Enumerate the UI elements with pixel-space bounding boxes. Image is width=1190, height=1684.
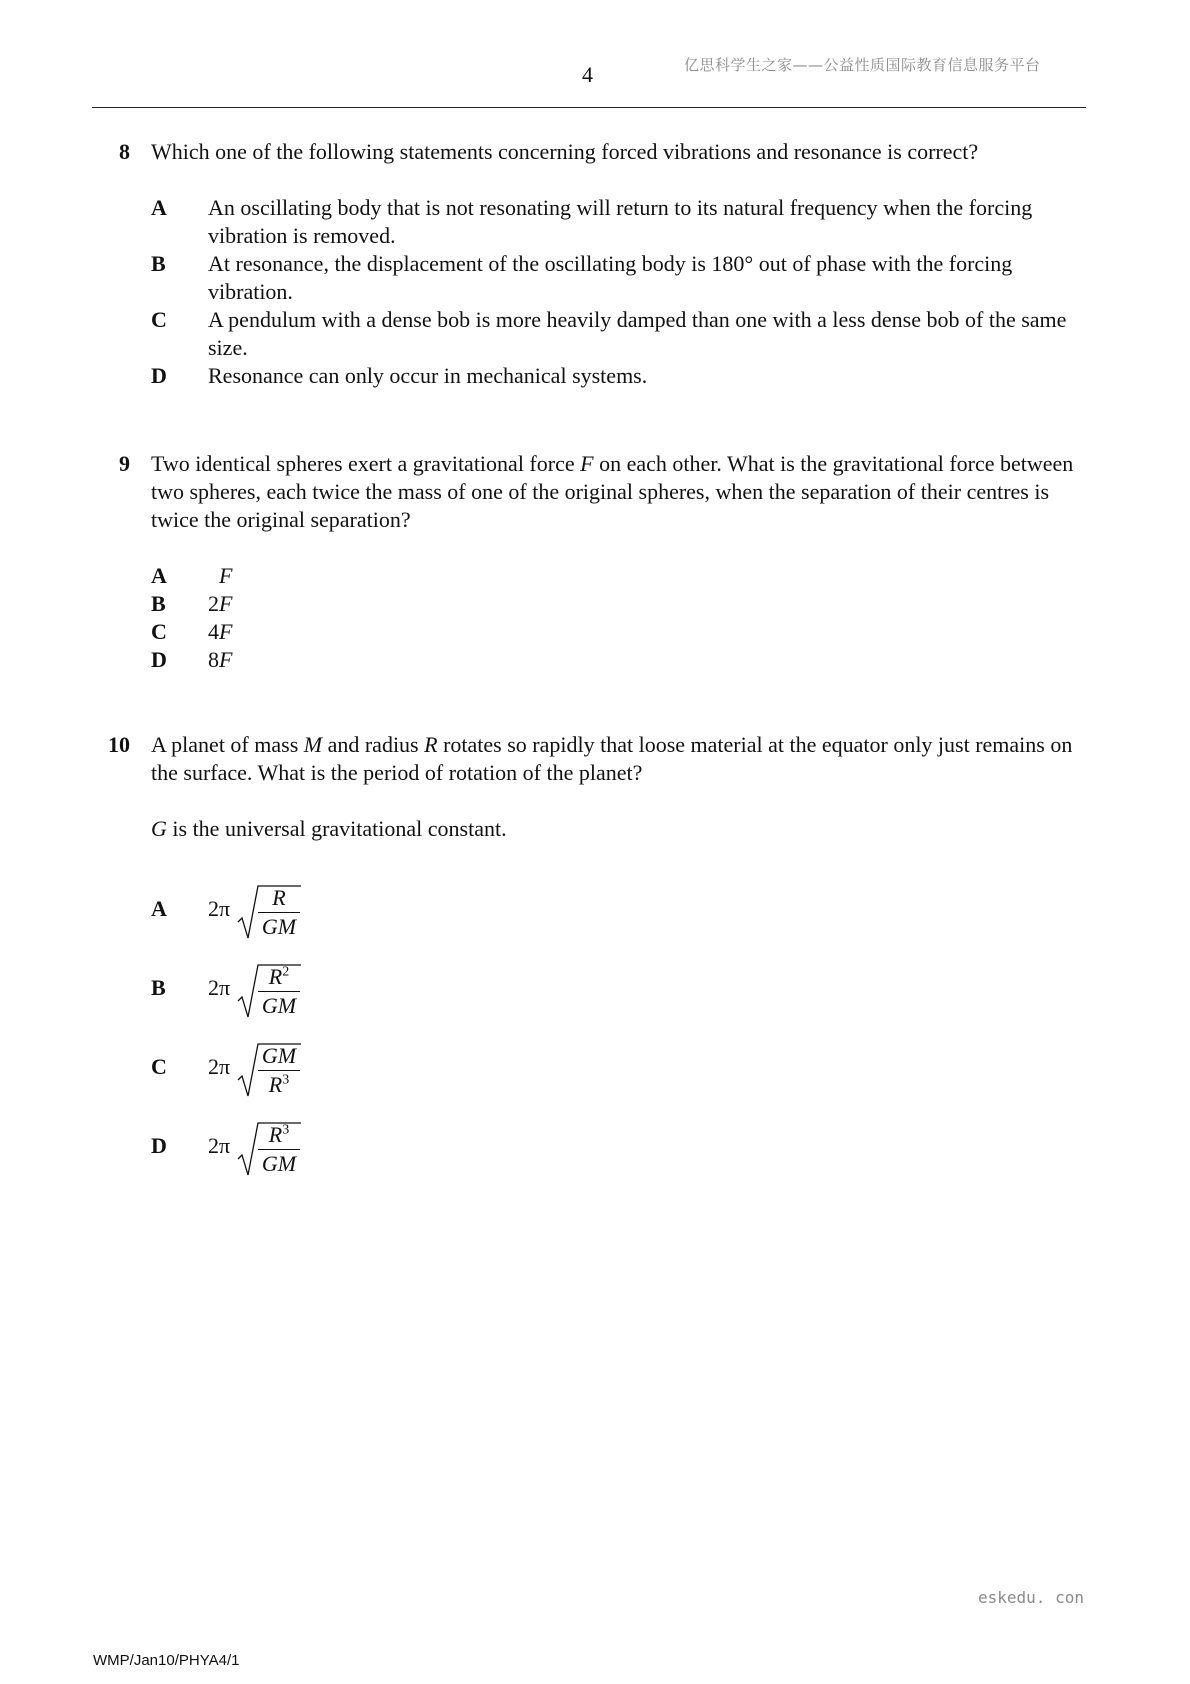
page-number: 4: [582, 62, 593, 87]
option-value: 2F: [208, 591, 233, 616]
option-text: At resonance, the displacement of the oscillating body is 180° out of phase with the forcing vibration.: [208, 251, 1013, 304]
square-root-icon: [237, 884, 259, 940]
option-text: A pendulum with a dense bob is more heavily damped than one with a less dense bob of the same size.: [208, 307, 1067, 360]
option-value: 8F: [208, 647, 233, 672]
option-letter: D: [151, 1133, 167, 1158]
fraction-denominator: GM: [261, 914, 297, 939]
fraction-numerator: GM: [261, 1043, 297, 1068]
option-text: An oscillating body that is not resonating will return to its natural frequency when the forcing vibration is removed.: [208, 195, 1033, 248]
question-number: 8: [119, 139, 130, 164]
footer-site-watermark: eskedu. con: [978, 1588, 1084, 1607]
header-divider: [92, 107, 1086, 108]
fraction-bar: [258, 1070, 300, 1071]
option-letter: B: [151, 975, 166, 1000]
fraction: [258, 1122, 300, 1177]
question-text: Which one of the following statements concerning forced vibrations and resonance is correct?: [151, 139, 979, 164]
variable-m: M: [303, 732, 323, 757]
fraction: [258, 885, 300, 940]
option-a[interactable]: [151, 876, 351, 942]
option-b[interactable]: [151, 955, 351, 1021]
question-number: 10: [108, 732, 130, 757]
option-d[interactable]: [151, 1113, 351, 1179]
fraction-bar: [258, 912, 300, 913]
question-note: G is the universal gravitational constant.: [151, 816, 507, 841]
fraction-bar: [258, 1149, 300, 1150]
variable-g: G: [151, 816, 167, 841]
square-root-icon: [237, 1042, 259, 1098]
fraction: [258, 964, 300, 1019]
option-letter: B: [151, 251, 166, 276]
question-text: [151, 450, 1081, 534]
question-text-part: Two identical spheres exert a gravitational force: [151, 451, 581, 476]
option-text: Resonance can only occur in mechanical systems.: [208, 363, 648, 388]
formula-coefficient: 2π: [208, 896, 231, 921]
option-letter: A: [151, 195, 167, 220]
paper-code: WMP/Jan10/PHYA4/1: [93, 1652, 240, 1669]
fraction-denominator: GM: [261, 993, 297, 1018]
fraction-bar: [258, 991, 300, 992]
formula-coefficient: 2π: [208, 1133, 231, 1158]
option-letter: D: [151, 363, 167, 388]
option-letter: C: [151, 619, 167, 644]
watermark-text: 亿思科学生之家——公益性质国际教育信息服务平台: [684, 56, 1041, 74]
formula-coefficient: 2π: [208, 975, 231, 1000]
option-c[interactable]: [151, 1034, 351, 1100]
variable-f: F: [580, 451, 594, 476]
option-letter: C: [151, 307, 167, 332]
fraction-numerator: $R^2$: [268, 964, 290, 989]
option-letter: A: [151, 563, 167, 588]
square-root-icon: [237, 963, 259, 1019]
fraction: [258, 1043, 300, 1098]
option-letter: C: [151, 1054, 167, 1079]
fraction-denominator: $R^3$: [268, 1072, 290, 1097]
fraction-numerator: R: [272, 885, 286, 910]
option-letter: A: [151, 896, 167, 921]
fraction-denominator: GM: [261, 1151, 297, 1176]
question-text: A planet of mass M and radius R rotates so rapidly that loose material at the equator only just remains on the surface. What is the period of rotation of the planet?: [151, 732, 1073, 785]
formula-coefficient: 2π: [208, 1054, 231, 1079]
option-letter: B: [151, 591, 166, 616]
option-value: F: [219, 563, 233, 588]
fraction-numerator: $R^3$: [268, 1122, 290, 1147]
question-text-part: on each other. What is the gravitational force between two spheres, each twice the mass of one of the original spheres, when the separation of their centres is twice the original separation?: [151, 451, 1074, 532]
variable-r: R: [424, 732, 438, 757]
square-root-icon: [237, 1121, 259, 1177]
question-number: 9: [119, 451, 130, 476]
option-value: 4F: [208, 619, 233, 644]
option-letter: D: [151, 647, 167, 672]
